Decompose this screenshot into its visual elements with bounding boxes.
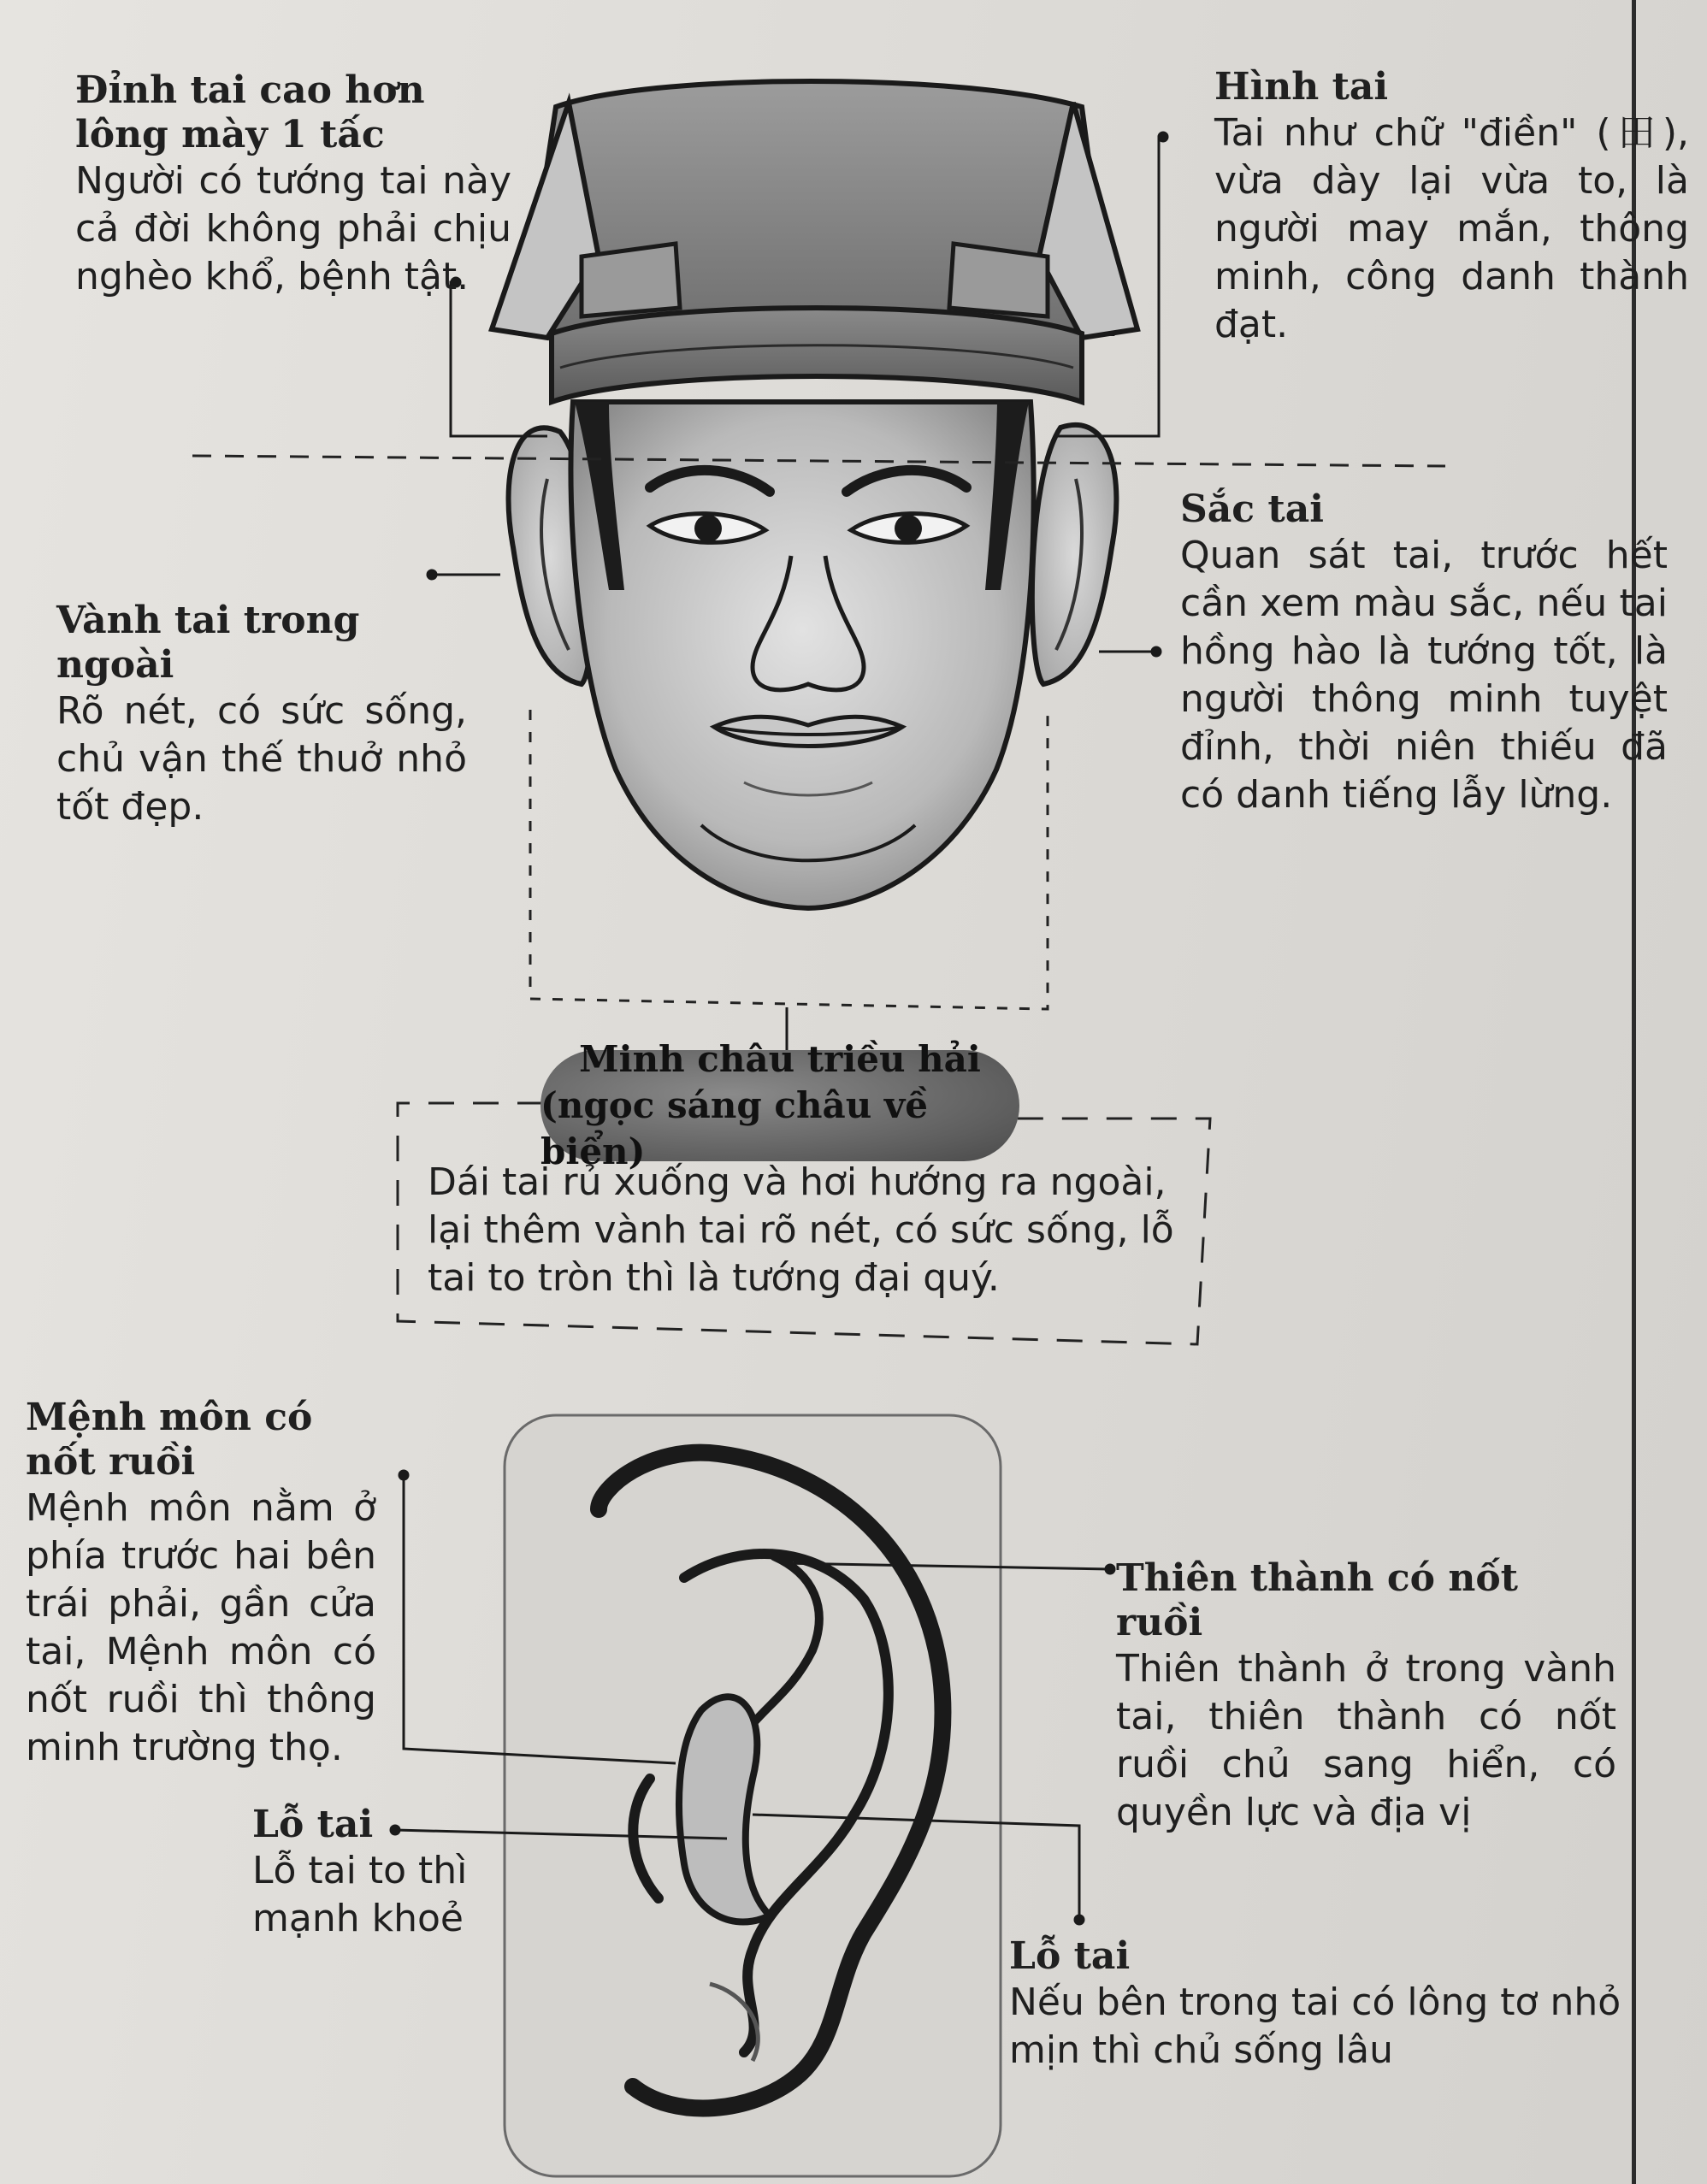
label-hinh-tai (1214, 65, 1689, 349)
label-lo-tai-right-body: Nếu bên trong tai có lông tơ nhỏ mịn thì chủ sống lâu (1009, 1980, 1621, 2072)
label-dinh-tai-title: Đỉnh tai cao hơn lông mày 1 tấc (75, 68, 425, 156)
label-hinh-tai-body: Tai như chữ "điền" (田), vừa dày lại vừa to, là người may mắn, thông minh, công danh thành đạt. (1214, 111, 1689, 346)
label-sac-tai-title: Sắc tai (1180, 487, 1324, 531)
label-dinh-tai (75, 68, 511, 301)
label-hinh-tai-title: Hình tai (1214, 65, 1389, 109)
label-lo-tai-right (1009, 1934, 1625, 2075)
label-menh-mon (26, 1396, 376, 1772)
minh-chau-body: Dái tai rủ xuống và hơi hướng ra ngoài, lại thêm vành tai rõ nét, có sức sống, lỗ tai to tròn thì là tướng đại quý. (428, 1160, 1174, 1300)
label-thien-thanh-body: Thiên thành ở trong vành tai, thiên thành có nốt ruồi chủ sang hiển, có quyền lực và địa vị (1116, 1647, 1616, 1834)
label-lo-tai-left-title: Lỗ tai (252, 1803, 374, 1846)
minh-chau-body-box (428, 1159, 1197, 1302)
minh-chau-title-line1: Minh châu triều hải (579, 1038, 981, 1080)
label-thien-thanh (1116, 1556, 1616, 1837)
minh-chau-title-pill (540, 1038, 1019, 1172)
minh-chau-title-line2: (ngọc sáng châu về biển) (540, 1084, 928, 1172)
label-vanh-tai-title: Vành tai trong ngoài (56, 599, 360, 687)
label-lo-tai-right-title: Lỗ tai (1009, 1934, 1131, 1978)
face-drawing (509, 402, 1117, 908)
hat-drawing (492, 81, 1137, 402)
label-sac-tai-body: Quan sát tai, trước hết cần xem màu sắc, nếu tai hồng hào là tướng tốt, là người thông minh tuyệt đỉnh, thời niên thiếu đã có danh tiếng lẫy lừng. (1180, 534, 1668, 817)
label-menh-mon-body: Mệnh môn nằm ở phía trước hai bên trái phải, gần cửa tai, Mệnh môn có nốt ruồi thì thông minh trường thọ. (26, 1486, 376, 1769)
label-vanh-tai (56, 599, 467, 831)
label-sac-tai (1180, 487, 1668, 819)
label-lo-tai-left-body: Lỗ tai to thì mạnh khoẻ (252, 1849, 468, 1940)
ear-closeup (505, 1415, 1001, 2176)
label-menh-mon-title: Mệnh môn có nốt ruồi (26, 1396, 313, 1484)
label-vanh-tai-body: Rõ nét, có sức sống, chủ vận thế thuở nhỏ tốt đẹp. (56, 689, 467, 829)
label-dinh-tai-body: Người có tướng tai này cả đời không phải chịu nghèo khổ, bệnh tật. (75, 159, 511, 298)
label-lo-tai-left (252, 1803, 500, 1943)
label-thien-thanh-title: Thiên thành có nốt ruồi (1116, 1556, 1518, 1644)
face-outline (570, 402, 1033, 908)
